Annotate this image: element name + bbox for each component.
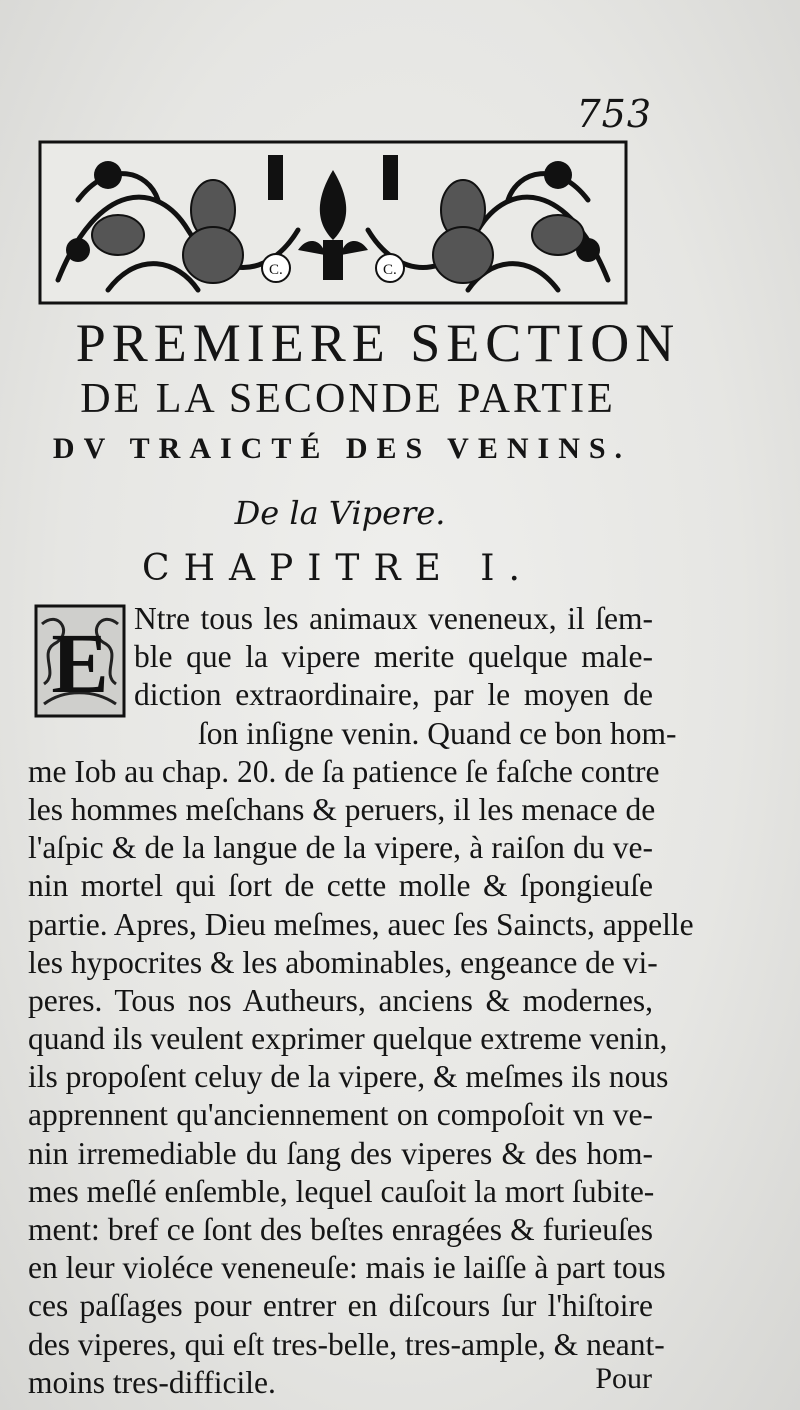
chapter-heading: CHAPITRE I. bbox=[142, 548, 534, 589]
text-line: nin mortel qui ſort de cette molle & ſpongieuſe bbox=[28, 868, 653, 904]
text-line: l'aſpic & de la langue de la vipere, à raiſon du ve- bbox=[28, 830, 653, 866]
treatise-title: DV TRAICTÉ DES VENINS. bbox=[52, 432, 632, 465]
chapter-subject: De la Vipere. bbox=[234, 494, 446, 532]
ornamental-headpiece bbox=[38, 140, 628, 305]
text-line: moins tres-difficile. bbox=[28, 1364, 276, 1400]
text-line: en leur violéce veneneuſe: mais ie laiſſe à part tous bbox=[28, 1250, 666, 1286]
text-line: apprennent qu'anciennement on compoſoit vn ve- bbox=[28, 1097, 653, 1133]
text-line: nin irremediable du ſang des viperes & des hom- bbox=[28, 1135, 653, 1171]
text-line: Ntre tous les animaux veneneux, il ſem- bbox=[134, 601, 653, 636]
text-line: diction extraordinaire, par le moyen de bbox=[134, 677, 653, 713]
text-line: me Iob au chap. 20. de ſa patience ſe faſche contre bbox=[28, 753, 660, 789]
ornament-initial-right: C. bbox=[383, 262, 397, 278]
text-line: ils propoſent celuy de la vipere, & meſmes ils nous bbox=[28, 1059, 669, 1095]
text-line: des viperes, qui eſt tres-belle, tres-ample, & neant- bbox=[28, 1326, 665, 1362]
chapter-body bbox=[28, 600, 694, 1402]
text-line: ces paſſages pour entrer en diſcours ſur l'hiſtoire bbox=[28, 1288, 653, 1324]
section-title: PREMIERE SECTION bbox=[75, 313, 681, 373]
page-number: 753 bbox=[576, 92, 652, 136]
text-line: ble que la vipere merite quelque male- bbox=[134, 639, 653, 675]
text-line: ment: bref ce ſont des beſtes enragées & furieuſes bbox=[28, 1212, 653, 1247]
text-line: ſon inſigne venin. Quand ce bon hom- bbox=[198, 715, 677, 751]
text-line: quand ils veulent exprimer quelque extreme venin, bbox=[28, 1021, 668, 1057]
text-line: peres. Tous nos Autheurs, anciens & modernes, bbox=[28, 982, 653, 1018]
text-line: les hommes meſchans & peruers, il les menace de bbox=[28, 791, 656, 827]
text-line: partie. Apres, Dieu meſmes, auec ſes Saincts, appelle bbox=[28, 906, 694, 942]
ornament-initial-left: C. bbox=[269, 262, 283, 278]
drop-cap-letter: E bbox=[51, 615, 109, 711]
text-line: mes meſlé enſemble, lequel cauſoit la mort ſubite- bbox=[28, 1173, 655, 1209]
catchword: Pour bbox=[595, 1362, 652, 1395]
text-line: les hypocrites & les abominables, engeance de vi- bbox=[28, 944, 658, 980]
part-title: DE LA SECONDE PARTIE bbox=[80, 376, 616, 422]
